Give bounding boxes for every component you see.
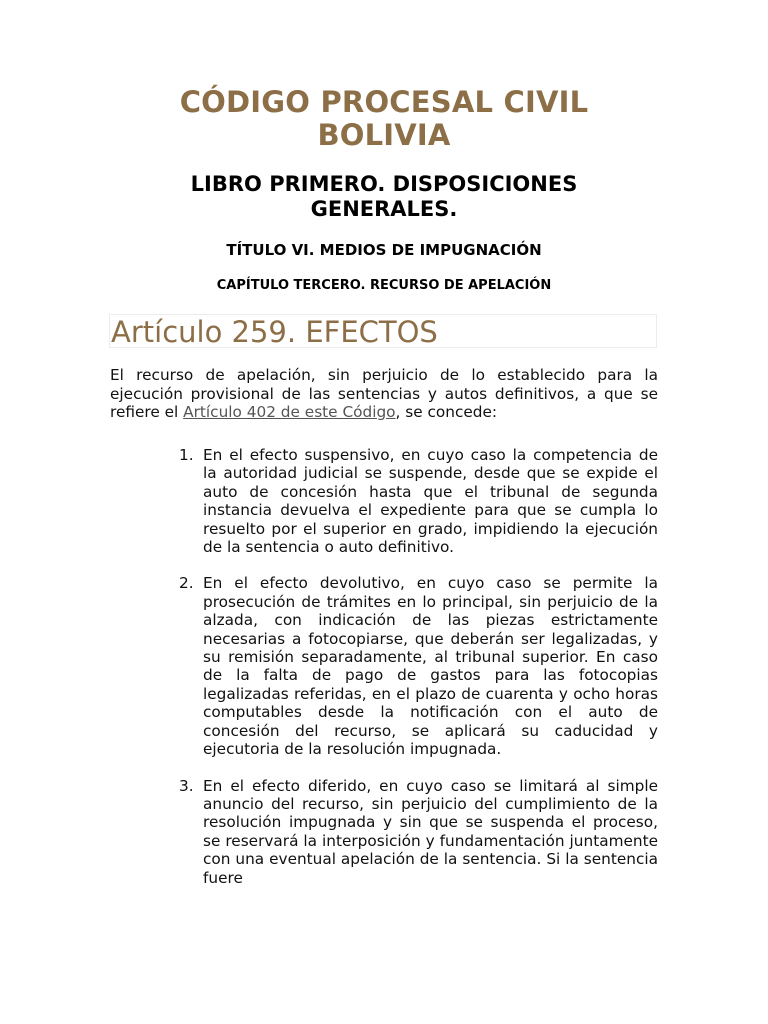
list-item-text: En el efecto suspensivo, en cuyo caso la competencia de la autoridad judicial se suspende, desde que se expide el auto de concesión hasta que el tribunal de segunda instancia devuelva el expediente para que se cumpla lo resuelto por el superior en grado, impidiendo la ejecución de la sentencia o auto definitivo.	[203, 446, 658, 557]
book-title: LIBRO PRIMERO. DISPOSICIONES GENERALES.	[190, 172, 578, 221]
intro-text: El recurso de apelación, sin perjuicio de lo establecido para la ejecución provisional de las sentencias y autos definitivos, a que se refiere el	[110, 366, 658, 421]
article-heading: Artículo 259. EFECTOS	[109, 314, 657, 348]
page-bottom-margin	[0, 924, 768, 1024]
list-item	[178, 446, 658, 556]
list-item	[178, 574, 658, 758]
list-item-number: 1.	[179, 446, 194, 464]
article-402-link[interactable]: Artículo 402 de este Código	[183, 403, 396, 421]
article-intro-paragraph	[110, 366, 658, 422]
chapter-heading: CAPÍTULO TERCERO. RECURSO DE APELACIÓN	[216, 278, 552, 293]
list-item-text: En el efecto devolutivo, en cuyo caso se permite la prosecución de trámites en lo principal, sin perjuicio de la alzada, con indicación de las piezas estrictamente necesarias a fotocopiarse, que deberán ser legalizadas, y su remisión separadamente, al tribunal superior. En caso de la falta de pago de gastos para las fotocopias legalizadas referidas, en el plazo de cuarenta y ocho horas computables desde la notificación con el auto de concesión del recurso, se aplicará su caducidad y ejecutoria de la resolución impugnada.	[203, 574, 658, 759]
title-heading: TÍTULO VI. MEDIOS DE IMPUGNACIÓN	[226, 241, 542, 259]
list-item	[178, 777, 658, 887]
effects-list	[178, 446, 658, 905]
list-item-text: En el efecto diferido, en cuyo caso se limitará al simple anuncio del recurso, sin perjuicio del cumplimiento de la resolución impugnada y sin que se suspenda el proceso, se reservará la interposición y fundamentación juntamente con una eventual apelación de la sentencia. Si la sentencia fuere	[203, 776, 658, 887]
list-item-number: 3.	[179, 776, 194, 795]
list-item-number: 2.	[179, 574, 194, 593]
intro-text-end: , se concede:	[395, 403, 498, 421]
document-title: CÓDIGO PROCESAL CIVIL BOLIVIA	[179, 85, 589, 152]
